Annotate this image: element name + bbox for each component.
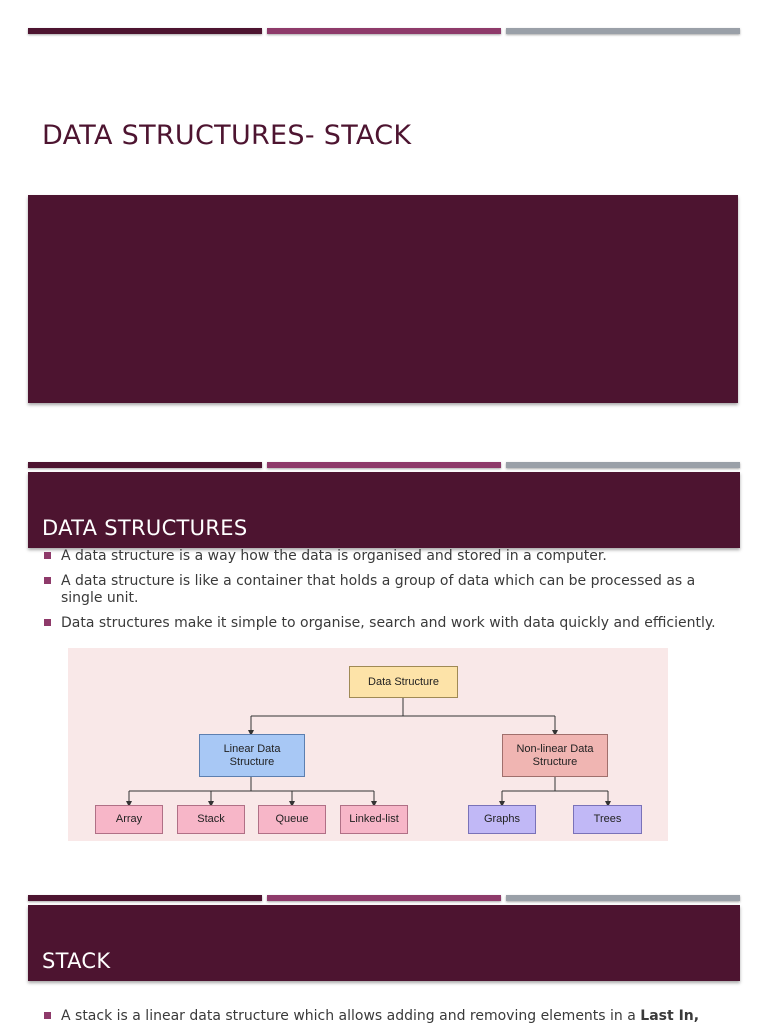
node-graphs bbox=[468, 805, 536, 834]
bullet-text: A stack is a linear data structure which allows adding and removing elements in a bbox=[61, 1008, 641, 1024]
node-label: Stack bbox=[197, 813, 225, 825]
bullet-list bbox=[42, 548, 732, 640]
list-item bbox=[42, 615, 732, 632]
bullet-square-icon bbox=[44, 1012, 51, 1019]
accent-bar-gray bbox=[506, 28, 740, 34]
bullet-bold-text: Last In, bbox=[640, 1008, 700, 1024]
node-array bbox=[95, 805, 163, 834]
list-item bbox=[42, 548, 732, 565]
slide-title: DATA STRUCTURES- STACK bbox=[42, 120, 412, 151]
list-item bbox=[42, 1008, 742, 1025]
node-trees bbox=[573, 805, 642, 834]
node-root bbox=[349, 666, 458, 698]
accent-bar-maroon bbox=[28, 28, 262, 34]
node-queue bbox=[258, 805, 326, 834]
node-stack bbox=[177, 805, 245, 834]
section-header-band bbox=[28, 905, 740, 981]
section-title: STACK bbox=[42, 949, 111, 973]
bullet-square-icon bbox=[44, 552, 51, 559]
accent-bar-maroon bbox=[28, 462, 262, 468]
node-label: Queue bbox=[275, 813, 309, 825]
accent-bar-gray bbox=[506, 895, 740, 901]
title-color-block bbox=[28, 195, 738, 403]
section-accent-bars bbox=[28, 895, 740, 903]
node-label: Data Structure bbox=[368, 675, 439, 688]
accent-bar-plum bbox=[267, 28, 501, 34]
node-label: Graphs bbox=[483, 813, 521, 825]
node-label: Non-linear Data Structure bbox=[516, 742, 594, 768]
node-label: Trees bbox=[593, 813, 622, 825]
node-label: Linear Data Structure bbox=[223, 742, 281, 768]
list-item bbox=[42, 573, 732, 607]
data-structure-diagram bbox=[68, 648, 668, 841]
bullet-square-icon bbox=[44, 619, 51, 626]
node-label: Array bbox=[115, 813, 143, 825]
section-title: DATA STRUCTURES bbox=[42, 516, 248, 540]
section-accent-bars bbox=[28, 462, 740, 470]
accent-bar-plum bbox=[267, 895, 501, 901]
accent-bar-maroon bbox=[28, 895, 262, 901]
bullet-square-icon bbox=[44, 577, 51, 584]
node-linear bbox=[199, 734, 305, 777]
section-header-band bbox=[28, 472, 740, 548]
node-label: Linked-list bbox=[349, 813, 399, 825]
bullet-text: A data structure is a way how the data is organised and stored in a computer. bbox=[61, 548, 607, 564]
top-accent-bars bbox=[28, 28, 740, 36]
bullet-text: A data structure is like a container that holds a group of data which can be processed as a single unit. bbox=[61, 573, 696, 606]
node-nonlinear bbox=[502, 734, 608, 777]
node-linked-list bbox=[340, 805, 408, 834]
accent-bar-plum bbox=[267, 462, 501, 468]
bullet-list bbox=[42, 1008, 742, 1033]
bullet-text: Data structures make it simple to organise, search and work with data quickly and efficiently. bbox=[61, 615, 716, 631]
accent-bar-gray bbox=[506, 462, 740, 468]
